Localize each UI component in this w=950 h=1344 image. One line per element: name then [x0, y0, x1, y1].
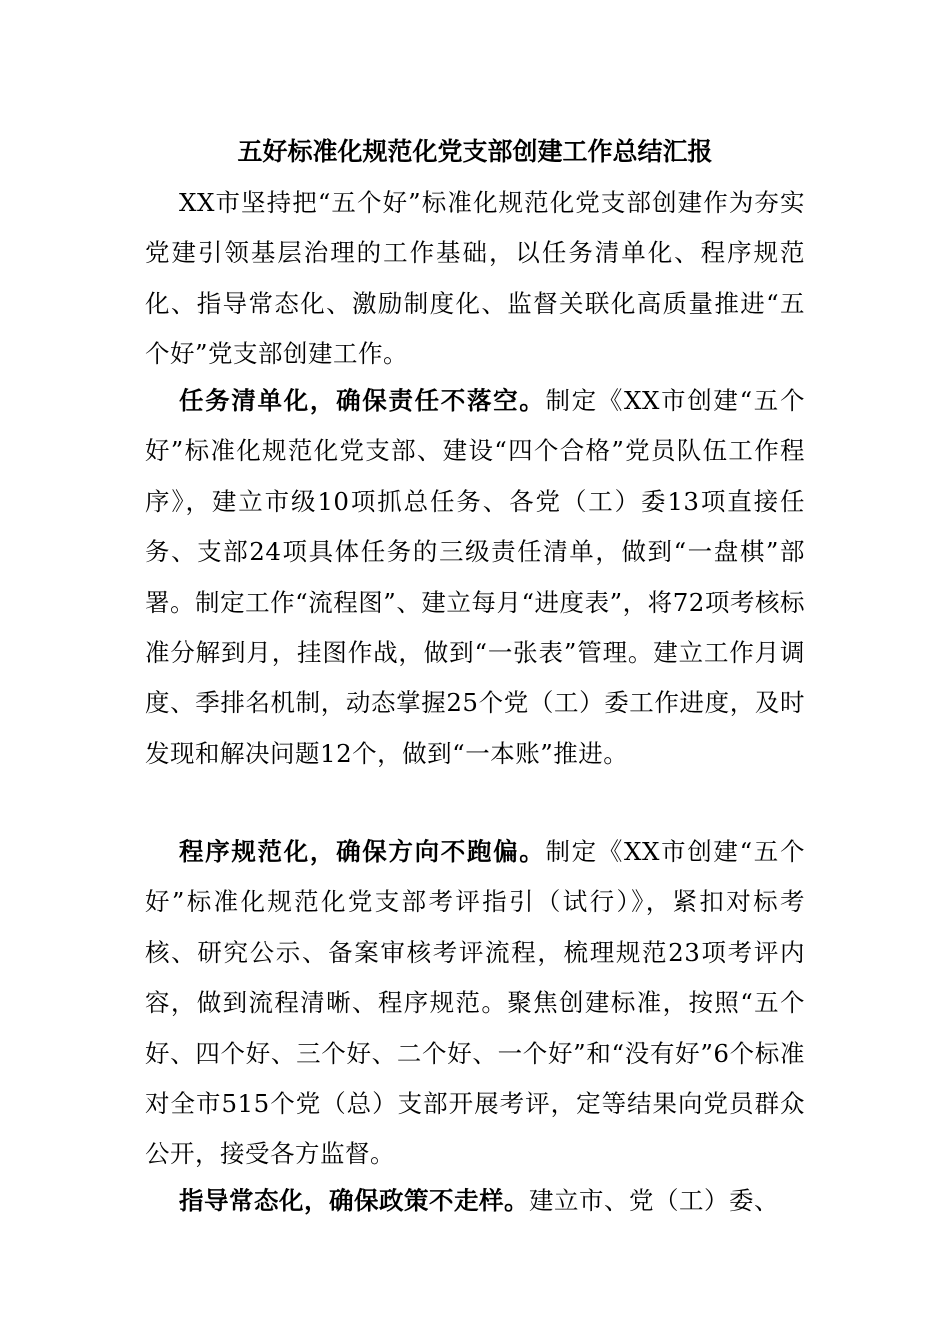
paragraph-heading: 指导常态化，确保政策不走样。	[179, 1186, 529, 1215]
paragraph-heading: 任务清单化，确保责任不落空。	[179, 386, 546, 415]
paragraph-heading: 程序规范化，确保方向不跑偏。	[179, 837, 546, 866]
paragraph-task-list	[145, 376, 805, 779]
paragraph-intro	[145, 178, 805, 380]
paragraph-guidance	[145, 1176, 805, 1226]
document-title: 五好标准化规范化党支部创建工作总结汇报	[237, 137, 713, 166]
paragraph-text: 建立市、党（工）委、	[529, 1186, 779, 1215]
paragraph-text: 制定《XX市创建“五个好”标准化规范化党支部、建设“四个合格”党员队伍工作程序》，建立市级10项抓总任务、各党（工）委13项直接任务、支部24项具体任务的三级责任清单，做到“一盘棋”部署。制定工作“流程图”、建立每月“进度表”，将72项考核标准分解到月，挂图作战，做到“一张表”管理。建立工作月调度、季排名机制，动态掌握25个党（工）委工作进度，及时发现和解决问题12个，做到“一本账”推进。	[145, 386, 805, 768]
paragraph-text: 制定《XX市创建“五个好”标准化规范化党支部考评指引（试行）》，紧扣对标考核、研究公示、备案审核考评流程，梳理规范23项考评内容，做到流程清晰、程序规范。聚焦创建标准，按照“五个好、四个好、三个好、二个好、一个好”和“没有好”6个标准对全市515个党（总）支部开展考评，定等结果向党员群众公开，接受各方监督。	[145, 837, 805, 1169]
paragraph-procedure	[145, 827, 805, 1180]
paragraph-text: XX市坚持把“五个好”标准化规范化党支部创建作为夯实党建引领基层治理的工作基础，以任务清单化、程序规范化、指导常态化、激励制度化、监督关联化高质量推进“五个好”党支部创建工作。	[145, 188, 805, 369]
